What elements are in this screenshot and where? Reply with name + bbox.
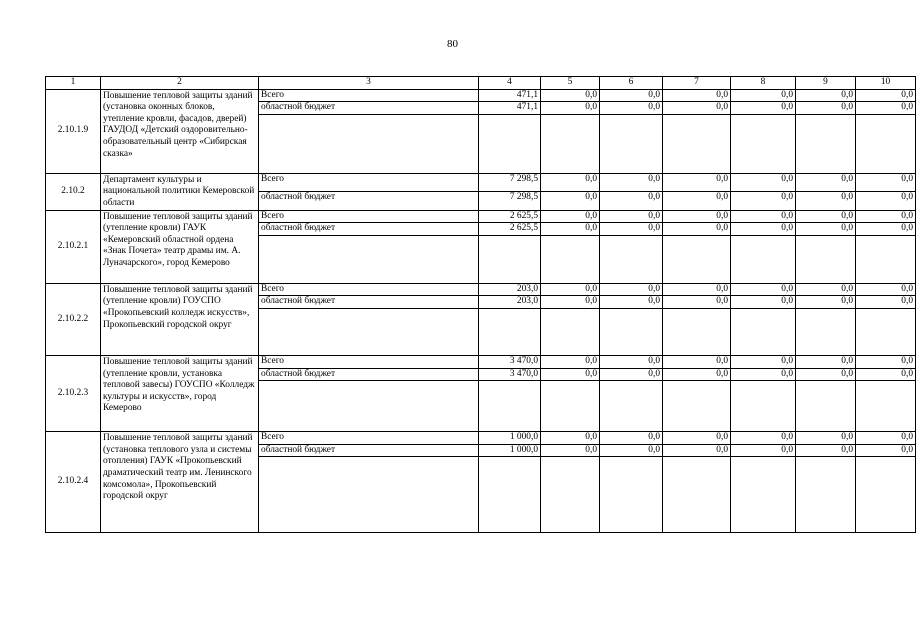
funding-type: Всего — [259, 210, 479, 223]
amount-cell: 0,0 — [541, 432, 600, 445]
table-row — [46, 432, 916, 445]
amount-cell: 0,0 — [663, 296, 731, 309]
amount-cell: 0,0 — [663, 368, 731, 381]
amount-cell: 0,0 — [856, 210, 916, 223]
empty-cell — [259, 114, 479, 173]
empty-cell — [663, 308, 731, 355]
funding-type: областной бюджет — [259, 296, 479, 309]
row-description: Повышение тепловой защиты зданий (утепление кровли) ГАУК «Кемеровский областной ордена «Знак Почета» театр драмы им. А. Луначарского», город Кемерово — [101, 210, 259, 283]
empty-cell — [796, 114, 856, 173]
amount-cell: 0,0 — [663, 89, 731, 102]
amount-cell: 0,0 — [796, 173, 856, 191]
amount-cell: 0,0 — [663, 192, 731, 210]
funding-type: областной бюджет — [259, 444, 479, 457]
row-code: 2.10.2.2 — [46, 283, 101, 355]
amount-cell: 0,0 — [541, 173, 600, 191]
amount-cell: 471,1 — [479, 102, 541, 115]
empty-cell — [856, 235, 916, 283]
empty-cell — [796, 457, 856, 533]
amount-cell: 0,0 — [731, 192, 796, 210]
column-header: 1 — [46, 77, 101, 90]
amount-cell: 0,0 — [541, 102, 600, 115]
empty-cell — [731, 457, 796, 533]
empty-cell — [731, 308, 796, 355]
funding-type: областной бюджет — [259, 368, 479, 381]
row-description: Повышение тепловой защиты зданий (установка оконных блоков, утепление кровли, фасадов, дверей) ГАУДОД «Детский оздоровительно-образовательный центр «Сибирская сказка» — [101, 89, 259, 173]
amount-cell: 0,0 — [796, 102, 856, 115]
empty-cell — [600, 457, 663, 533]
amount-cell: 0,0 — [856, 283, 916, 296]
table-row — [46, 355, 916, 368]
amount-cell: 0,0 — [731, 89, 796, 102]
amount-cell: 0,0 — [731, 444, 796, 457]
amount-cell: 0,0 — [600, 223, 663, 236]
amount-cell: 0,0 — [600, 192, 663, 210]
empty-cell — [479, 308, 541, 355]
amount-cell: 0,0 — [600, 89, 663, 102]
amount-cell: 0,0 — [600, 283, 663, 296]
amount-cell: 0,0 — [856, 192, 916, 210]
amount-cell: 0,0 — [541, 355, 600, 368]
empty-cell — [259, 381, 479, 432]
column-header: 6 — [600, 77, 663, 90]
empty-cell — [541, 114, 600, 173]
column-header: 9 — [796, 77, 856, 90]
row-description: Повышение тепловой защиты зданий (установка теплового узла и системы отопления) ГАУК «Прокопьевский драматический театр им. Ленинского комсомола», Прокопьевский городской округ — [101, 432, 259, 533]
empty-cell — [731, 381, 796, 432]
amount-cell: 0,0 — [856, 368, 916, 381]
amount-cell: 0,0 — [796, 355, 856, 368]
empty-cell — [541, 308, 600, 355]
amount-cell: 0,0 — [796, 283, 856, 296]
column-header: 4 — [479, 77, 541, 90]
table-row — [46, 210, 916, 223]
empty-cell — [856, 308, 916, 355]
empty-cell — [479, 457, 541, 533]
header-row — [46, 77, 916, 90]
column-header: 2 — [101, 77, 259, 90]
amount-cell: 0,0 — [600, 444, 663, 457]
funding-type: областной бюджет — [259, 192, 479, 210]
column-header: 7 — [663, 77, 731, 90]
amount-cell: 0,0 — [600, 102, 663, 115]
empty-cell — [479, 235, 541, 283]
funding-type: областной бюджет — [259, 102, 479, 115]
amount-cell: 0,0 — [856, 89, 916, 102]
amount-cell: 0,0 — [856, 296, 916, 309]
amount-cell: 0,0 — [600, 173, 663, 191]
amount-cell: 0,0 — [731, 355, 796, 368]
amount-cell: 0,0 — [600, 368, 663, 381]
empty-cell — [663, 457, 731, 533]
empty-cell — [600, 381, 663, 432]
amount-cell: 203,0 — [479, 296, 541, 309]
row-code: 2.10.2.3 — [46, 355, 101, 431]
amount-cell: 0,0 — [541, 223, 600, 236]
row-code: 2.10.2.4 — [46, 432, 101, 533]
amount-cell: 1 000,0 — [479, 444, 541, 457]
amount-cell: 0,0 — [796, 210, 856, 223]
row-description: Департамент культуры и национальной политики Кемеровской области — [101, 173, 259, 210]
empty-cell — [796, 235, 856, 283]
amount-cell: 0,0 — [796, 368, 856, 381]
column-header: 5 — [541, 77, 600, 90]
amount-cell: 0,0 — [541, 210, 600, 223]
amount-cell: 0,0 — [796, 89, 856, 102]
empty-cell — [600, 308, 663, 355]
amount-cell: 0,0 — [731, 223, 796, 236]
amount-cell: 0,0 — [731, 368, 796, 381]
empty-cell — [856, 114, 916, 173]
amount-cell: 0,0 — [600, 355, 663, 368]
funding-type: Всего — [259, 432, 479, 445]
amount-cell: 0,0 — [541, 283, 600, 296]
funding-type: областной бюджет — [259, 223, 479, 236]
empty-cell — [856, 381, 916, 432]
amount-cell: 0,0 — [731, 210, 796, 223]
amount-cell: 3 470,0 — [479, 368, 541, 381]
table-row — [46, 283, 916, 296]
amount-cell: 2 625,5 — [479, 223, 541, 236]
amount-cell: 0,0 — [796, 444, 856, 457]
amount-cell: 471,1 — [479, 89, 541, 102]
amount-cell: 0,0 — [600, 432, 663, 445]
empty-cell — [663, 235, 731, 283]
table-row — [46, 173, 916, 191]
amount-cell: 1 000,0 — [479, 432, 541, 445]
empty-cell — [731, 114, 796, 173]
amount-cell: 0,0 — [731, 102, 796, 115]
empty-cell — [541, 235, 600, 283]
amount-cell: 0,0 — [856, 444, 916, 457]
amount-cell: 0,0 — [796, 432, 856, 445]
amount-cell: 0,0 — [663, 432, 731, 445]
amount-cell: 0,0 — [663, 223, 731, 236]
amount-cell: 0,0 — [600, 210, 663, 223]
column-header: 10 — [856, 77, 916, 90]
amount-cell: 0,0 — [663, 283, 731, 296]
amount-cell: 0,0 — [541, 89, 600, 102]
amount-cell: 3 470,0 — [479, 355, 541, 368]
empty-cell — [479, 381, 541, 432]
row-code: 2.10.1.9 — [46, 89, 101, 173]
amount-cell: 2 625,5 — [479, 210, 541, 223]
empty-cell — [600, 114, 663, 173]
amount-cell: 0,0 — [731, 432, 796, 445]
empty-cell — [663, 114, 731, 173]
amount-cell: 0,0 — [663, 102, 731, 115]
amount-cell: 0,0 — [796, 296, 856, 309]
empty-cell — [856, 457, 916, 533]
empty-cell — [541, 457, 600, 533]
empty-cell — [259, 457, 479, 533]
amount-cell: 0,0 — [856, 173, 916, 191]
amount-cell: 0,0 — [731, 296, 796, 309]
funding-type: Всего — [259, 283, 479, 296]
amount-cell: 0,0 — [856, 223, 916, 236]
funding-type: Всего — [259, 355, 479, 368]
table-row — [46, 89, 916, 102]
empty-cell — [259, 235, 479, 283]
amount-cell: 0,0 — [856, 102, 916, 115]
row-description: Повышение тепловой защиты зданий (утепление кровли, установка тепловой завесы) ГОУСПО «Колледж культуры и искусств», город Кемерово — [101, 355, 259, 431]
amount-cell: 7 298,5 — [479, 192, 541, 210]
empty-cell — [663, 381, 731, 432]
empty-cell — [731, 235, 796, 283]
amount-cell: 0,0 — [541, 444, 600, 457]
amount-cell: 0,0 — [731, 283, 796, 296]
amount-cell: 0,0 — [541, 368, 600, 381]
amount-cell: 0,0 — [856, 355, 916, 368]
amount-cell: 0,0 — [796, 192, 856, 210]
amount-cell: 0,0 — [541, 296, 600, 309]
funding-type: Всего — [259, 173, 479, 191]
amount-cell: 0,0 — [600, 296, 663, 309]
amount-cell: 203,0 — [479, 283, 541, 296]
empty-cell — [600, 235, 663, 283]
amount-cell: 7 298,5 — [479, 173, 541, 191]
amount-cell: 0,0 — [796, 223, 856, 236]
amount-cell: 0,0 — [731, 173, 796, 191]
column-header: 3 — [259, 77, 479, 90]
amount-cell: 0,0 — [663, 210, 731, 223]
funding-type: Всего — [259, 89, 479, 102]
amount-cell: 0,0 — [856, 432, 916, 445]
empty-cell — [479, 114, 541, 173]
empty-cell — [541, 381, 600, 432]
row-code: 2.10.2.1 — [46, 210, 101, 283]
amount-cell: 0,0 — [663, 173, 731, 191]
empty-cell — [796, 381, 856, 432]
empty-cell — [796, 308, 856, 355]
column-header: 8 — [731, 77, 796, 90]
amount-cell: 0,0 — [663, 444, 731, 457]
budget-table — [45, 76, 916, 533]
page-number: 80 — [447, 38, 458, 50]
row-description: Повышение тепловой защиты зданий (утепление кровли) ГОУСПО «Прокопьевский колледж искусств», Прокопьевский городской округ — [101, 283, 259, 355]
row-code: 2.10.2 — [46, 173, 101, 210]
empty-cell — [259, 308, 479, 355]
amount-cell: 0,0 — [541, 192, 600, 210]
amount-cell: 0,0 — [663, 355, 731, 368]
